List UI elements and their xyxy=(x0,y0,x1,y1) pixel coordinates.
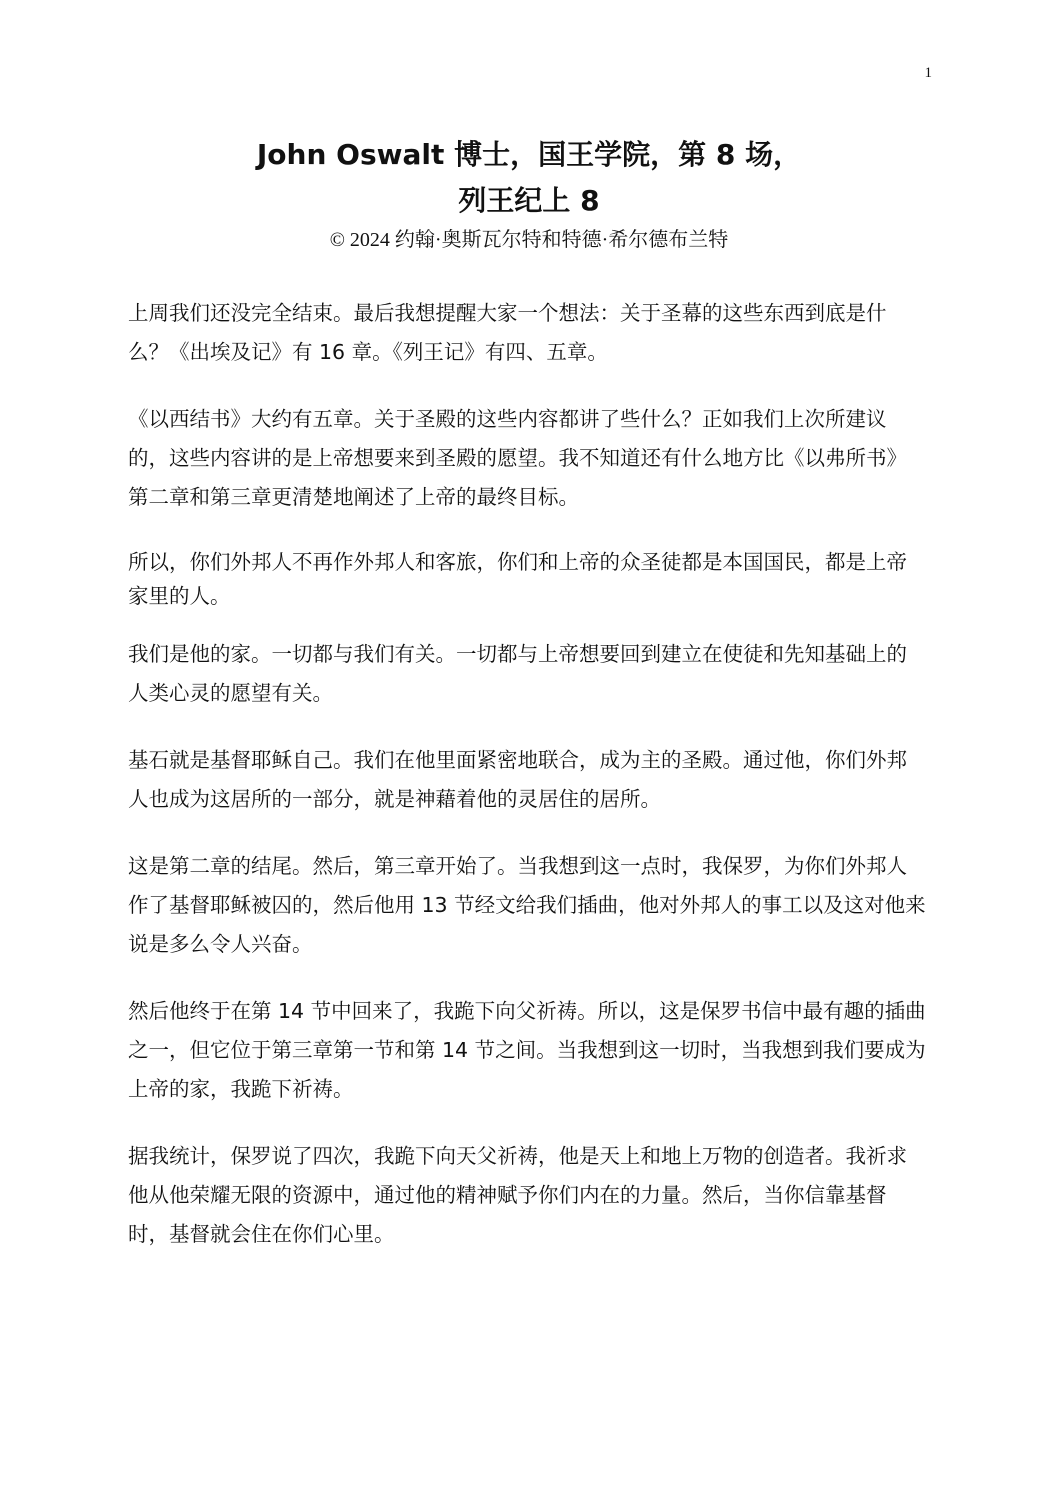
paragraph-3: 所以，你们外邦人不再作外邦人和客旅，你们和上帝的众圣徒都是本国国民，都是上帝家里的人。 xyxy=(128,550,907,608)
paragraph-6: 这是第二章的结尾。然后，第三章开始了。当我想到这一点时，我保罗，为你们外邦人作了基督耶稣被囚的，然后他用 13 节经文给我们插曲，他对外邦人的事工以及这对他来说是多么令人兴奋。 xyxy=(128,854,926,956)
document-title-line-1: John Oswalt 博士，国王学院，第 8 场， xyxy=(256,138,802,171)
paragraph-1: 上周我们还没完全结束。最后我想提醒大家一个想法：关于圣幕的这些东西到底是什么？《出埃及记》有 16 章。《列王记》有四、五章。 xyxy=(128,301,887,364)
page-number: 1 xyxy=(924,65,932,81)
paragraph-5: 基石就是基督耶稣自己。我们在他里面紧密地联合，成为主的圣殿。通过他，你们外邦人也成为这居所的一部分，就是神藉着他的灵居住的居所。 xyxy=(128,748,907,811)
paragraph-2: 《以西结书》大约有五章。关于圣殿的这些内容都讲了些什么？正如我们上次所建议的，这些内容讲的是上帝想要来到圣殿的愿望。我不知道还有什么地方比《以弗所书》第二章和第三章更清楚地阐述了上帝的最终目标。 xyxy=(128,407,907,509)
copyright-notice: © 2024 约翰·奥斯瓦尔特和特德·希尔德布兰特 xyxy=(329,229,729,251)
document-body xyxy=(128,294,926,1282)
document-title-line-2: 列王纪上 8 xyxy=(458,184,600,217)
title-block xyxy=(0,132,1058,256)
paragraph-4: 我们是他的家。一切都与我们有关。一切都与上帝想要回到建立在使徒和先知基础上的人类心灵的愿望有关。 xyxy=(128,642,907,705)
paragraph-7: 然后他终于在第 14 节中回来了，我跪下向父祈祷。所以，这是保罗书信中最有趣的插曲之一，但它位于第三章第一节和第 14 节之间。当我想到这一切时，当我想到我们要成为上帝的家，我跪下祈祷。 xyxy=(128,999,926,1101)
paragraph-8: 据我统计，保罗说了四次，我跪下向天父祈祷，他是天上和地上万物的创造者。我祈求他从他荣耀无限的资源中，通过他的精神赋予你们内在的力量。然后，当你信靠基督时，基督就会住在你们心里。 xyxy=(128,1144,907,1246)
